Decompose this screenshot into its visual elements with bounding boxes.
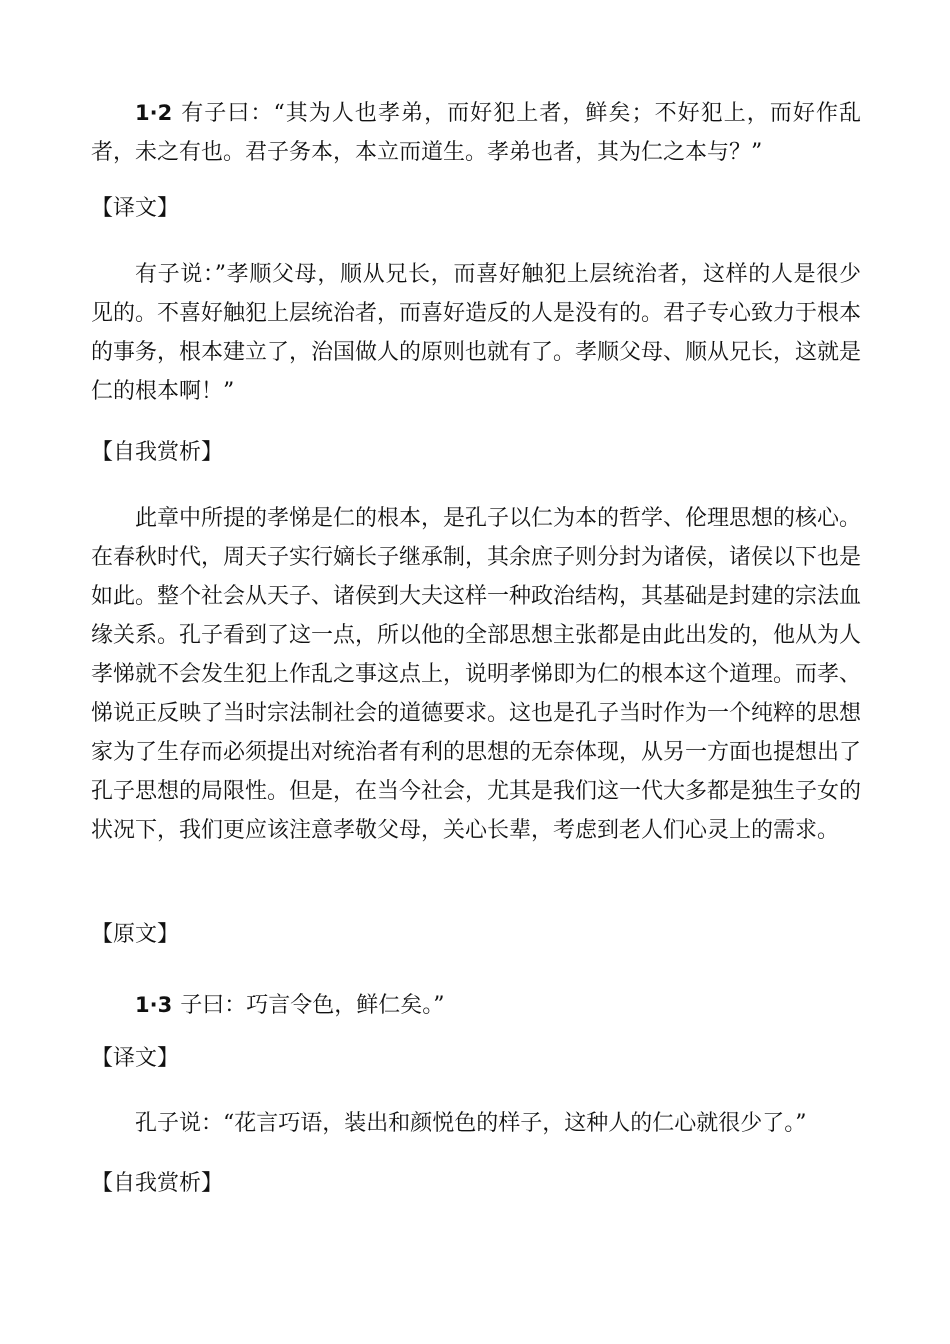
passage-text: 子曰：巧言令色，鲜仁矣。” bbox=[180, 993, 445, 1018]
analysis-paragraph: 此章中所提的孝悌是仁的根本，是孔子以仁为本的哲学、伦理思想的核心。在春秋时代，周天子实行嫡长子继承制，其余庶子则分封为诸侯，诸侯以下也是如此。整个社会从天子、诸侯到大夫这样一种政治结构，其基础是封建的宗法血缘关系。孔子看到了这一点，所以他的全部思想主张都是由此出发的，他从为人孝悌就不会发生犯上作乱之事这点上，说明孝悌即为仁的根本这个道理。而孝、悌说正反映了当时宗法制社会的道德要求。这也是孔子当时作为一个纯粹的思想家为了生存而必须提出对统治者有利的思想的无奈体现，从另一方面也提想出了孔子思想的局限性。但是，在当今社会，尤其是我们这一代大多都是独生子女的状况下，我们更应该注意孝敬父母，关心长辈，考虑到老人们心灵上的需求。 bbox=[91, 506, 862, 843]
analysis-heading: 【自我赏析】 bbox=[91, 1171, 224, 1196]
translation-heading: 【译文】 bbox=[91, 196, 180, 221]
translation-paragraph: 有子说：”孝顺父母，顺从兄长，而喜好触犯上层统治者，这样的人是很少见的。不喜好触犯上层统治者，而喜好造反的人是没有的。君子专心致力于根本的事务，根本建立了，治国做人的原则也就有了。孝顺父母、顺从兄长，这就是仁的根本啊！” bbox=[91, 262, 862, 404]
passage-number: 1·2 bbox=[135, 101, 173, 125]
passage-text: 有子曰：“其为人也孝弟，而好犯上者，鲜矣；不好犯上，而好作乱者，未之有也。君子务本，本立而道生。孝弟也者，其为仁之本与？” bbox=[91, 101, 861, 165]
passage-1-2 bbox=[91, 94, 861, 172]
passage-1-3 bbox=[91, 986, 861, 1025]
analysis-heading: 【自我赏析】 bbox=[91, 440, 224, 465]
translation-heading: 【译文】 bbox=[91, 1046, 180, 1071]
passage-number: 1·3 bbox=[135, 993, 173, 1017]
original-heading: 【原文】 bbox=[91, 922, 180, 947]
translation-paragraph: 孔子说：“花言巧语，装出和颜悦色的样子，这种人的仁心就很少了。” bbox=[135, 1111, 807, 1136]
